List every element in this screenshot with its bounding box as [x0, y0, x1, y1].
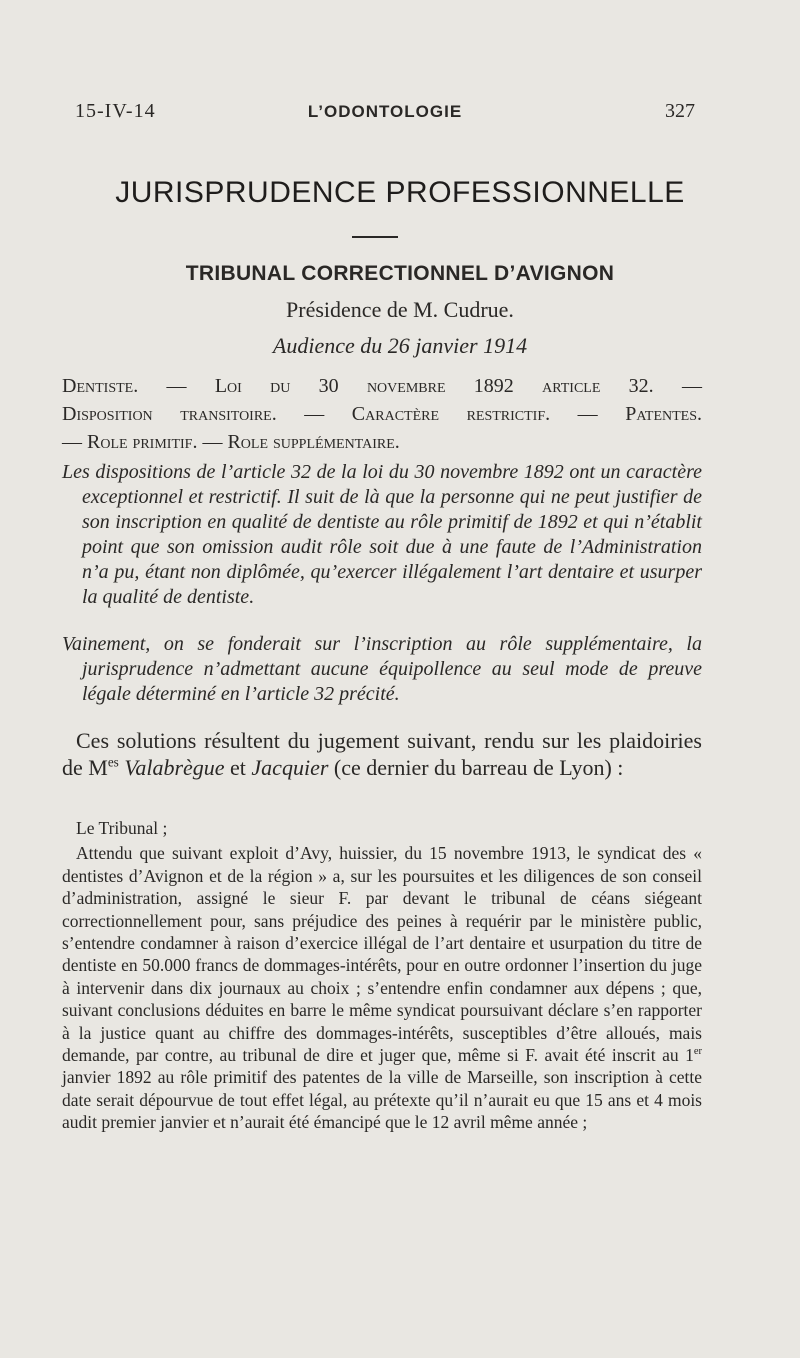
header-date: 15-IV-14 [75, 100, 156, 122]
intro-paragraph [62, 727, 702, 781]
intro-text: et [224, 755, 252, 780]
lawyer-name: Valabrègue [124, 755, 225, 780]
judgment-opening: Le Tribunal ; [76, 818, 168, 838]
section-title: TRIBUNAL CORRECTIONNEL D’AVIGNON [185, 262, 615, 285]
title-divider [352, 236, 398, 238]
holding-summary [62, 460, 702, 610]
page-title: JURISPRUDENCE PROFESSIONNELLE [115, 176, 685, 209]
presidence-line: Présidence de M. Cudrue. [286, 297, 514, 322]
judgment-text [62, 817, 702, 1134]
lawyer-name: Jacquier [251, 755, 329, 780]
holding-summary [62, 632, 702, 707]
case-keywords [62, 372, 702, 456]
intro-superscript: es [107, 754, 119, 770]
judgment-text-part: janvier 1892 au rôle primitif des patentes de la ville de Marseille, son inscription à cette date serait dépourvue de tout effet légal, au prétexte qu’il n’aurait eu que 15 ans et 4 mois audit premier janvier et n’aurait été émancipé que le 12 avril même année ; [62, 1067, 702, 1133]
header-journal-title: L’ODONTOLOGIE [307, 102, 463, 121]
audience-date: Audience du 26 janvier 1914 [272, 333, 528, 358]
holding-paragraph: Vainement, on se fonderait sur l’inscription au rôle supplémentaire, la jurisprudence n’admettant aucune équipollence au seul mode de preuve légale déterminé en l’article 32 précité. [62, 633, 702, 705]
intro-text: (ce dernier du barreau de Lyon) : [328, 755, 624, 780]
judgment-superscript: er [693, 1046, 702, 1058]
running-header [75, 100, 695, 130]
keywords-line: — Role primitif. — Role supplémentaire. [62, 431, 400, 453]
judgment-text-part: Attendu que suivant exploit d’Avy, huissier, du 15 novembre 1913, le syndicat des « dentistes d’Avignon et de la région » a, sur les poursuites et les diligences de son conseil d’administration, assigné le sieur F. par devant le tribunal de céans siégeant correctionnellement pour, sans préjudice des peines à requérir par le ministère public, s’entendre condamner à raison d’exercice illégal de l’art dentaire et usurpation du titre de dentiste en 50.000 francs de dommages-intérêts, pour en outre ordonner l’insertion du juge à intervenir dans dix journaux au choix ; s’entendre enfin condamner aux dépens ; que, suivant conclusions déduites en barre le même syndicat poursuivant déclare s’en rapporter à la justice quant au chiffre des dommages-intérêts, susceptibles d’être alloués, mais demande, par contre, au tribunal de dire et juger que, même si F. avait été inscrit au 1 [62, 843, 702, 1066]
keywords-line: Dentiste. — Loi du 30 novembre 1892 article 32. — [62, 375, 702, 397]
page-number: 327 [665, 100, 695, 122]
judgment-paragraph [62, 842, 702, 1133]
keywords-line: Disposition transitoire. — Caractère restrictif. — Patentes. [62, 403, 702, 425]
intro-text: Ces solutions résultent du jugement suivant, rendu sur les plaidoiries de M [62, 728, 702, 780]
holding-paragraph: Les dispositions de l’article 32 de la loi du 30 novembre 1892 ont un caractère exceptionnel et restrictif. Il suit de là que la personne qui ne peut justifier de son inscription en qualité de dentiste au rôle primitif de 1892 et qui n’établit point que son omission audit rôle soit due à une faute de l’Administration n’a pu, étant non diplômée, qu’exercer illégalement l’art dentaire et usurper la qualité de dentiste. [62, 461, 702, 608]
